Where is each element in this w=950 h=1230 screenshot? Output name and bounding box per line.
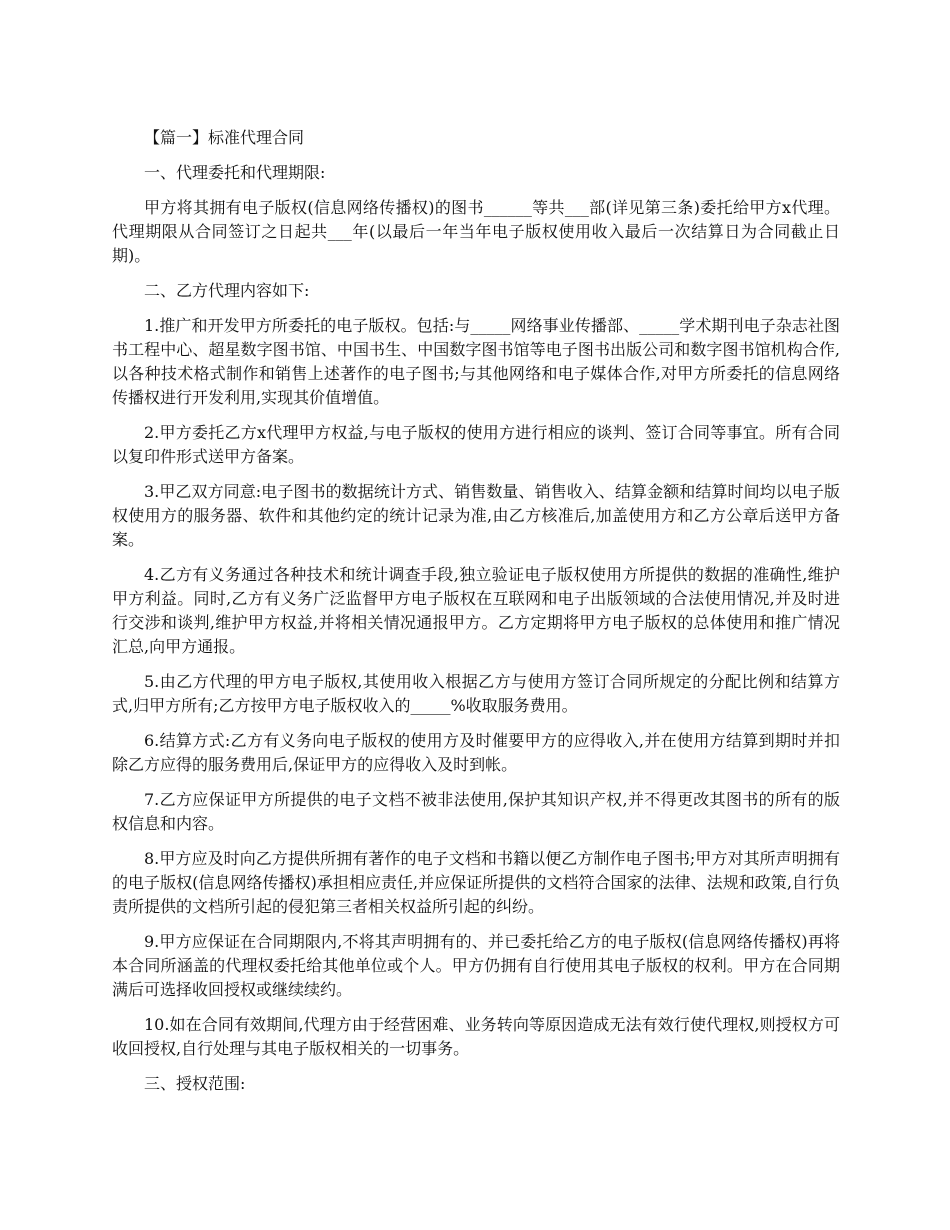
clause-4: 4.乙方有义务通过各种技术和统计调查手段,独立验证电子版权使用方所提供的数据的准确性,维护甲方利益。同时,乙方有义务广泛监督甲方电子版权在互联网和电子出版领域的合法使用情况,并及时进行交涉和谈判,维护甲方权益,并将相关情况通报甲方。乙方定期将甲方电子版权的总体使用和推广情况汇总,向甲方通报。 (112, 565, 840, 656)
clause-6: 6.结算方式:乙方有义务向电子版权的使用方及时催要甲方的应得收入,并在使用方结算到期时并扣除乙方应得的服务费用后,保证甲方的应得收入及时到帐。 (112, 731, 840, 774)
section-heading-1: 一、代理委托和代理期限: (144, 163, 326, 182)
section-heading-2: 二、乙方代理内容如下: (144, 281, 310, 300)
clause-1: 1.推广和开发甲方所委托的电子版权。包括:与_____网络事业传播部、_____学术期刊电子杂志社图书工程中心、超星数字图书馆、中国书生、中国数字图书馆等电子图书出版公司和数字图书馆机构合作,以各种技术格式制作和销售上述著作的电子图书;与其他网络和电子媒体合作,对甲方所委托的信息网络传播权进行开发利用,实现其价值增值。 (112, 316, 840, 407)
clause-9: 9.甲方应保证在合同期限内,不将其声明拥有的、并已委托给乙方的电子版权(信息网络传播权)再将本合同所涵盖的代理权委托给其他单位或个人。甲方仍拥有自行使用其电子版权的权利。甲方在合同期满后可选择收回授权或继续续约。 (112, 932, 840, 999)
document-title: 【篇一】标准代理合同 (144, 128, 305, 147)
clause-7: 7.乙方应保证甲方所提供的电子文档不被非法使用,保护其知识产权,并不得更改其图书的所有的版权信息和内容。 (112, 790, 840, 833)
clause-3: 3.甲乙双方同意:电子图书的数据统计方式、销售数量、销售收入、结算金额和结算时间均以电子版权使用方的服务器、软件和其他约定的统计记录为准,由乙方核准后,加盖使用方和乙方公章后送甲方备案。 (112, 482, 840, 549)
section-heading-3: 三、授权范围: (144, 1074, 246, 1093)
paragraph: 甲方将其拥有电子版权(信息网络传播权)的图书______等共___部(详见第三条)委托给甲方x代理。代理期限从合同签订之日起共___年(以最后一年当年电子版权使用收入最后一次结算日为合同截止日期)。 (112, 198, 840, 265)
clause-10: 10.如在合同有效期间,代理方由于经营困难、业务转向等原因造成无法有效行使代理权,则授权方可收回授权,自行处理与其电子版权相关的一切事务。 (112, 1015, 840, 1058)
clause-5: 5.由乙方代理的甲方电子版权,其使用收入根据乙方与使用方签订合同所规定的分配比例和结算方式,归甲方所有;乙方按甲方电子版权收入的_____%收取服务费用。 (112, 672, 840, 715)
clause-2: 2.甲方委托乙方x代理甲方权益,与电子版权的使用方进行相应的谈判、签订合同等事宜。所有合同以复印件形式送甲方备案。 (112, 423, 840, 466)
document-page (112, 126, 840, 1107)
clause-8: 8.甲方应及时向乙方提供所拥有著作的电子文档和书籍以便乙方制作电子图书;甲方对其所声明拥有的电子版权(信息网络传播权)承担相应责任,并应保证所提供的文档符合国家的法律、法规和政策,自行负责所提供的文档所引起的侵犯第三者相关权益所引起的纠纷。 (112, 849, 840, 916)
